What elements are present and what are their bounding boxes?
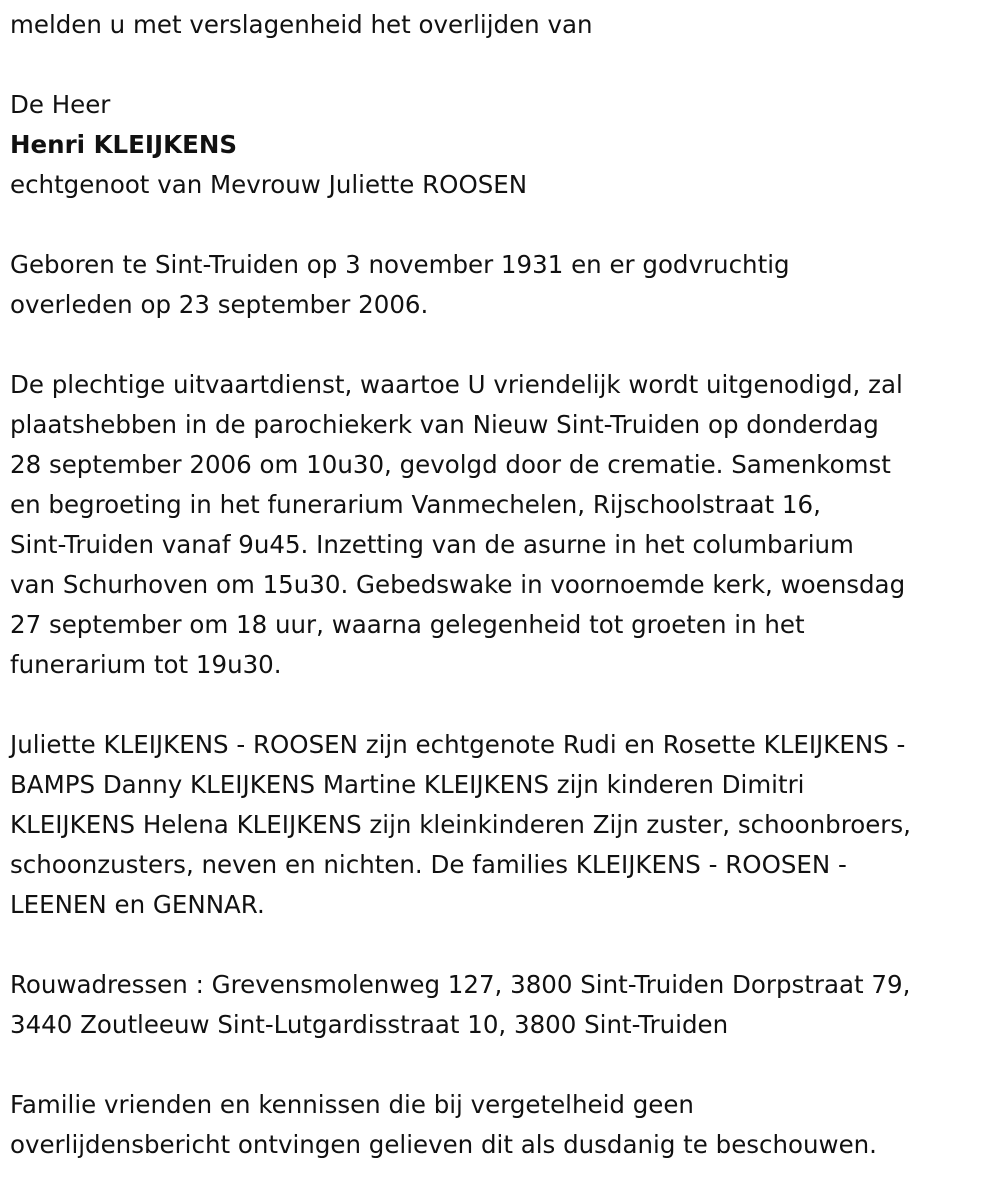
family-line: Juliette KLEIJKENS - ROOSEN zijn echtgenote Rudi en Rosette KLEIJKENS - (10, 730, 906, 759)
spacer (10, 325, 1000, 365)
family-line: schoonzusters, neven en nichten. De families KLEIJKENS - ROOSEN - (10, 850, 847, 879)
birth-death-line: Geboren te Sint-Truiden op 3 november 1931 en er godvruchtig (10, 250, 790, 279)
spacer (10, 1045, 1000, 1085)
closing-line: overlijdensbericht ontvingen gelieven dit als dusdanig te beschouwen. (10, 1130, 877, 1159)
service-line: 27 september om 18 uur, waarna gelegenheid tot groeten in het (10, 610, 805, 639)
closing-line: Familie vrienden en kennissen die bij vergetelheid geen (10, 1090, 694, 1119)
birth-death-line: overleden op 23 september 2006. (10, 290, 429, 319)
service-line: 28 september 2006 om 10u30, gevolgd door de crematie. Samenkomst (10, 450, 891, 479)
spacer (10, 205, 1000, 245)
intro-text: melden u met verslagenheid het overlijden van (10, 10, 593, 39)
service-line: en begroeting in het funerarium Vanmechelen, Rijschoolstraat 16, (10, 490, 821, 519)
service-line: De plechtige uitvaartdienst, waartoe U vriendelijk wordt uitgenodigd, zal (10, 370, 903, 399)
deceased-name: Henri KLEIJKENS (10, 130, 238, 159)
spouse-line: echtgenoot van Mevrouw Juliette ROOSEN (10, 170, 528, 199)
service-line: van Schurhoven om 15u30. Gebedswake in voornoemde kerk, woensdag (10, 570, 906, 599)
family-line: BAMPS Danny KLEIJKENS Martine KLEIJKENS zijn kinderen Dimitri (10, 770, 805, 799)
family-line: KLEIJKENS Helena KLEIJKENS zijn kleinkinderen Zijn zuster, schoonbroers, (10, 810, 911, 839)
spacer (10, 925, 1000, 965)
address-line: 3440 Zoutleeuw Sint-Lutgardisstraat 10, 3800 Sint-Truiden (10, 1010, 729, 1039)
service-line: funerarium tot 19u30. (10, 650, 282, 679)
service-line: plaatshebben in de parochiekerk van Nieuw Sint-Truiden op donderdag (10, 410, 879, 439)
family-line: LEENEN en GENNAR. (10, 890, 265, 919)
address-line: Rouwadressen : Grevensmolenweg 127, 3800 Sint-Truiden Dorpstraat 79, (10, 970, 911, 999)
spacer (10, 685, 1000, 725)
service-line: Sint-Truiden vanaf 9u45. Inzetting van de asurne in het columbarium (10, 530, 854, 559)
spacer (10, 45, 1000, 85)
title-prefix: De Heer (10, 90, 111, 119)
